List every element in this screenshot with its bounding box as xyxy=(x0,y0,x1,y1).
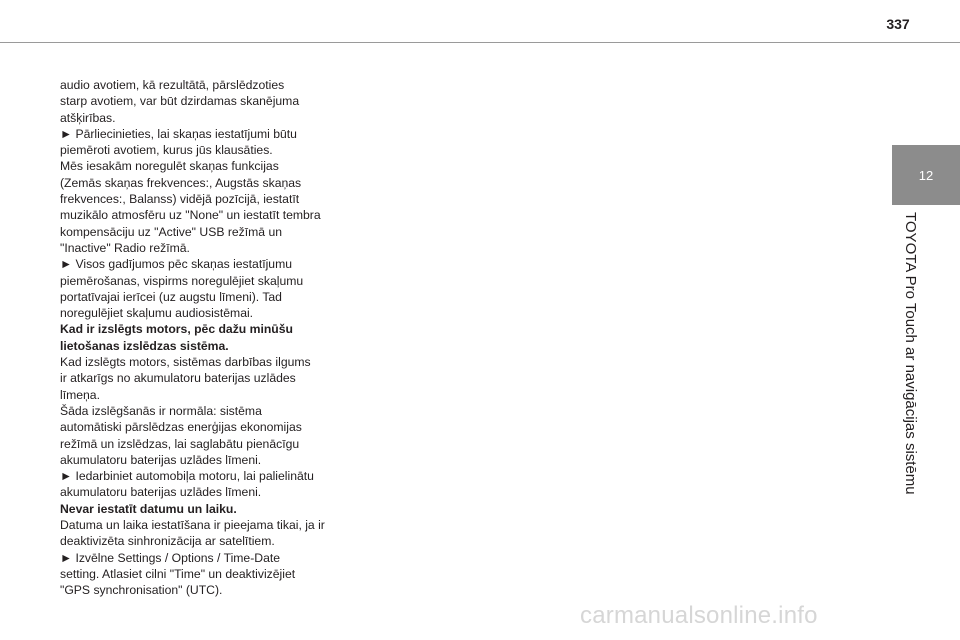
section-heading: Nevar iestatīt datumu un laiku. xyxy=(60,501,237,516)
chapter-tab[interactable] xyxy=(892,145,960,205)
body-text xyxy=(60,77,350,599)
paragraph: Kad izslēgts motors, sistēmas darbības ilgums ir atkarīgs no akumulatoru baterijas uzlādes līmeņa. xyxy=(60,355,311,402)
watermark-text: carmanualsonline.info xyxy=(580,602,818,629)
page-number: 337 xyxy=(886,16,910,32)
chapter-number: 12 xyxy=(918,167,934,183)
header-divider xyxy=(0,42,960,43)
paragraph: audio avotiem, kā rezultātā, pārslēdzoties starp avotiem, var būt dzirdamas skanējuma atšķirības. xyxy=(60,78,300,125)
paragraph: ► Pārliecinieties, lai skaņas iestatījumi būtu piemēroti avotiem, kurus jūs klausāties. xyxy=(60,126,297,158)
chapter-title: TOYOTA Pro Touch ar navigācijas sistēmu xyxy=(902,212,919,495)
paragraph: Mēs iesakām noregulēt skaņas funkcijas (Zemās skaņas frekvences:, Augstās skaņas frekvences:, Balanss) vidējā pozīcijā, iestatīt muzikālo atmosfēru uz "None" un iestatīt tembra kompensāciju uz "Active" USB režīmā un "Inactive" Radio režīmā. xyxy=(60,159,321,255)
section-heading: Kad ir izslēgts motors, pēc dažu minūšu lietošanas izslēdzas sistēma. xyxy=(60,322,293,353)
paragraph: Šāda izslēgšanās ir normāla: sistēma automātiski pārslēdzas enerģijas ekonomijas režīmā un izslēdzas, lai saglabātu pienācīgu akumulatoru baterijas uzlādes līmeni. xyxy=(60,403,302,467)
paragraph: Datuma un laika iestatīšana ir pieejama tikai, ja ir deaktivizēta sinhronizācija ar satelītiem. xyxy=(60,518,325,549)
paragraph: ► Visos gadījumos pēc skaņas iestatījumu piemērošanas, vispirms noregulējiet skaļumu portatīvajai ierīcei (uz augstu līmeni). Tad noregulējiet skaļumu audiosistēmai. xyxy=(60,257,304,321)
paragraph: ► Iedarbiniet automobiļa motoru, lai palielinātu akumulatoru baterijas uzlādes līmeni. xyxy=(60,469,314,500)
paragraph: ► Izvēlne Settings / Options / Time-Date setting. Atlasiet cilni "Time" un deaktivizējiet "GPS synchronisation" (UTC). xyxy=(60,550,296,598)
